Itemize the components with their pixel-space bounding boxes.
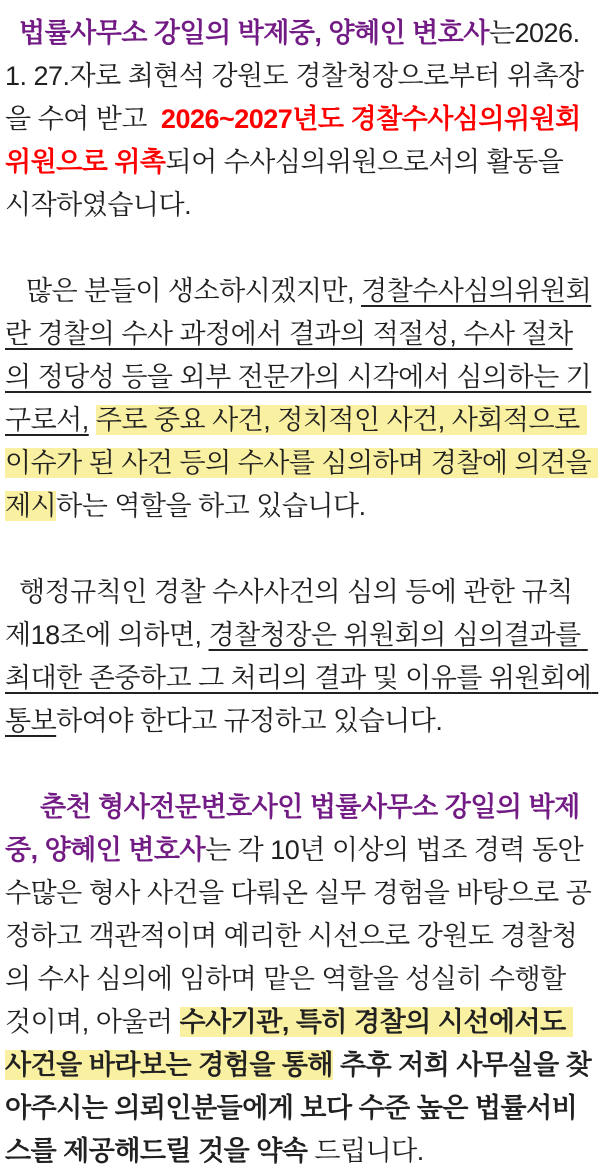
text-run: 되어 수사심의위원으로서의 활동을 시작하였습니다. — [5, 147, 571, 220]
text-run: 행정규칙인 경찰 수사사건의 심의 등에 관한 규칙 제18조에 의하면, — [5, 577, 580, 650]
text-run: 2026~2027년도 경찰수사심의위원회 위원으로 위촉 — [5, 104, 588, 177]
text-run: 추후 저희 사무실을 찾아주시는 의뢰인분들에게 보다 수준 높은 법률서비스를 제공해드릴 것을 약속 — [5, 1050, 592, 1166]
paragraph — [5, 270, 599, 528]
text-run: 는2026. 1. 27.자로 최현석 강원도 경찰청장으로부터 위촉장을 수여 받고 — [5, 18, 587, 134]
text-run: 드립니다. — [307, 1136, 424, 1166]
text-run: 는 각 10년 이상의 법조 경력 동안 수많은 형사 사건을 다뤄온 실무 경험을 바탕으로 공정하고 객관적이며 예리한 시선으로 강원도 경찰청의 수사 심의에 임하며 맡은 역할을 성실히 수행할 것이며, 아울러 — [5, 835, 592, 1037]
text-run: 하여야 한다고 규정하고 있습니다. — [56, 706, 443, 736]
paragraph — [5, 571, 599, 743]
text-run — [89, 405, 96, 435]
text-run: 경찰수사심의위원회란 경찰의 수사 과정에서 결과의 적절성, 수사 절차의 정당성 등을 외부 전문가의 시각에서 심의하는 기구로서, — [5, 276, 592, 435]
text-run: 주로 중요 사건, 정치적인 사건, 사회적으로 이슈가 된 사건 등의 수사를 심의하며 경찰에 의견을 제시 — [5, 405, 599, 521]
text-run: 춘천 형사전문변호사인 법률사무소 강일의 박제중, 양혜인 변호사 — [5, 792, 580, 865]
text-run — [5, 18, 19, 48]
text-run: 경찰청장은 위원회의 심의결과를 최대한 존중하고 그 처리의 결과 및 이유를 위원회에 통보 — [5, 620, 599, 736]
paragraph — [5, 12, 595, 227]
text-run — [5, 792, 40, 822]
text-run: 법률사무소 강일의 박제중, 양혜인 변호사 — [19, 18, 489, 48]
text-run: 많은 분들이 생소하시겠지만, — [5, 276, 362, 306]
paragraph — [5, 786, 595, 1173]
text-run: 수사기관, 특히 경찰의 시선에서도 사건을 바라보는 경험을 통해 — [5, 1007, 573, 1080]
text-run: 하는 역할을 하고 있습니다. — [56, 491, 366, 521]
